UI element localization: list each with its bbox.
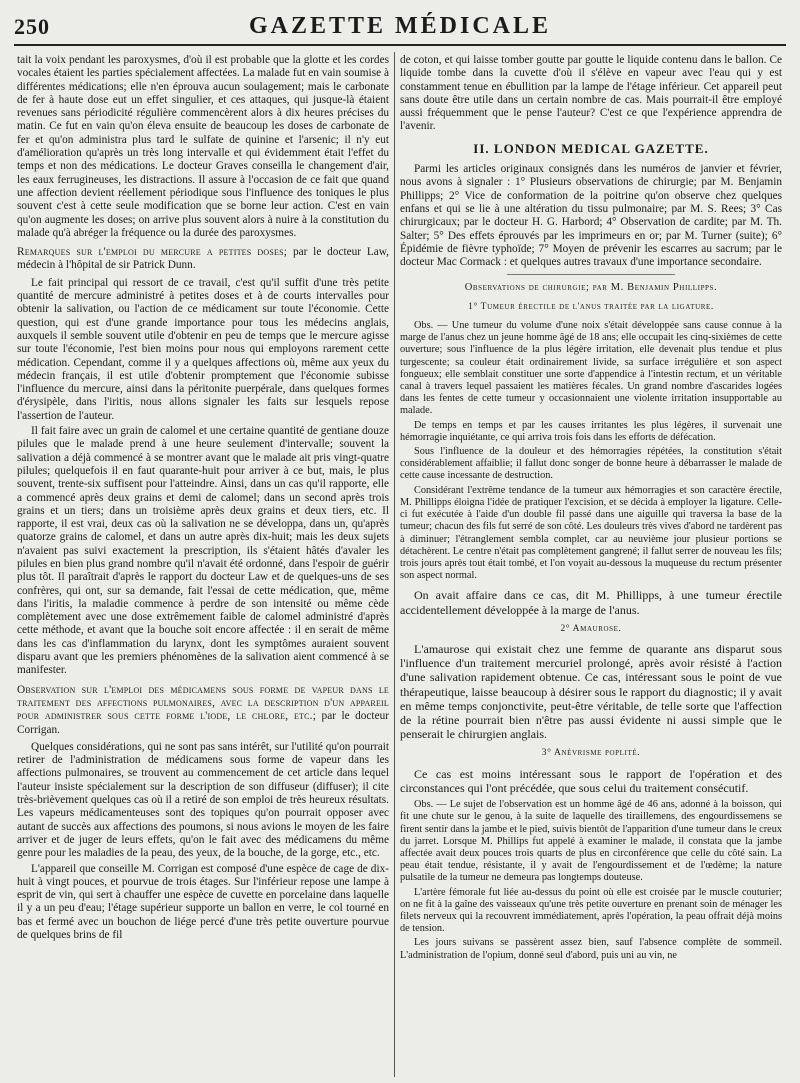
column-divider <box>394 52 395 1077</box>
article-paragraph: Le fait principal qui ressort de ce travail, c'est qu'il suffit d'une très petite quantité de mercure administré à petites doses et à de courts intervalles pour obtenir la salivation, ou l'action de ce médicament sur toute l'économie. Cette question, qui est d'une grande importance pour tous les médecins anglais, auxquels il semble souvent utile d'obtenir en peu de temps que le mercure agisse sur toute l'économie, l'est bien moins pour nous qui employons rarement cette médication. Cependant, comme il y a quelques affections où, même aux yeux du médecin français, il est utile d'obtenir promptement que l'économie subisse l'influence du mercure, ainsi dans la péritonite puerpérale, dans quelques formes d'érysipèle, dans l'iritis, nous allons signaler les faits sur lesquels repose l'assertion de l'auteur. <box>17 276 389 422</box>
section-heading-title: Remarques sur l'emploi du mercure a petites doses; <box>17 246 288 259</box>
section-heading-vapeur <box>17 684 389 737</box>
article-paragraph: L'appareil que conseille M. Corrigan est composé d'une espèce de cage de dix-huit à vingt pouces, et pourvue de trois étages. Sur l'inférieur repose une lampe à esprit de vin, qui sert à chauffer une espèce de cuvette en porcelaine dans laquelle il y a un peu d'eau; l'étage supérieur supporte un ballon en verre, le col tourné en bas et fermé avec un bouchon de liége percé d'une très petite ouverture pourvue de quelques brins de fil <box>17 862 389 941</box>
observation-paragraph: Obs. — Une tumeur du volume d'une noix s'était développée sans cause connue à la marge de l'anus chez un jeune homme âgé de 18 ans; elle occupait les cinq-sixièmes de cette ouverture; sous l'influence de la plus légère irritation, elle devenait plus tendue et plus turgescente; sa couleur était ordinairement livide, sa surface irrégulière et son aspect fongueux; elle semblait constituer une sorte d'appendice à l'intestin rectum, et un véritable canal à travers lequel passaient les matières fécales. Un grand nombre d'ascarides logées dans les fentes de cette tumeur y occasionnaient une violente irritation insupportable au malade. <box>400 320 782 417</box>
observation-paragraph: Sous l'influence de la douleur et des hémorragies répétées, la constitution s'était considérablement affaiblie; il fallut donc songer de bonne heure à débarrasser le malade de cette cause incessante de destruction. <box>400 446 782 482</box>
subsection-title-tumeur: 1° Tumeur érectile de l'anus traitée par la ligature. <box>468 301 714 312</box>
observation-paragraph: Les jours suivans se passèrent assez bien, sauf l'absence complète de sommeil. L'administration de l'opium, donné seul d'abord, puis uni au vin, ne <box>400 937 782 961</box>
observation-paragraph: L'artère fémorale fut liée au-dessus du point où elle est croisée par le muscle couturier; on ne fit à la gaîne des vaisseaux qu'une très petite ouverture en prenant soin de ménager les filets nerveux qui la recouvrent immédiatement, après l'opération, la peau offrait déjà moins de tension. <box>400 886 782 935</box>
article-paragraph: Quelques considérations, qui ne sont pas sans intérêt, sur l'utilité qu'on pourrait retirer de l'administration de médicamens sous forme de vapeur dans les affections pulmonaires, se trouvent au commencement de cet article dans lequel l'auteur insiste spécialement sur la description de son diffuseur (diffuser); il cite très-brièvement quelques cas où il a retiré de son emploi de très heureux résultats. Les vapeurs médicamenteuses sont des topiques qu'on pourrait opposer avec autant de succès aux affections des poumons, si nous avions le moyen de les faire arriver et de juger de leurs effets, qu'on le fait avec des médicamens du même genre pour les maladies de la peau, des yeux, de la bouche, de la gorge, etc., etc. <box>17 740 389 860</box>
section-heading-author: par le docteur Corrigan. <box>17 710 389 736</box>
observation-paragraph: De temps en temps et par les causes irritantes les plus légères, il survenait une hémorragie inquiétante, ce qui arriva trois fois dans les efforts de défécation. <box>400 419 782 443</box>
observation-paragraph: Considérant l'extrême tendance de la tumeur aux hémorragies et son caractère érectile, M. Phillipps éloigna l'idée de pratiquer l'excision, et se décida à employer la ligature. Celle-ci fut exécutée à l'aide d'un double fil passé dans une aiguille qui traversa la base de la tumeur; chacun des fils fut serré de son côté. Les douleurs très vives d'abord ne tardèrent pas à diminuer; l'étranglement sembla complet, car au neuvième jour plusieur portions se détachèrent. Le centre n'était pas complètement gangrené; il fallut serrer de nouveau les fils; trois jours après tout était tombé, et l'on voyait au-dessous la muqueuse du rectum présenter son aspect normal. <box>400 484 782 582</box>
subsection-title-amaurose: 2° Amaurose. <box>560 623 622 634</box>
right-column <box>400 54 782 1077</box>
section-heading-title: Observation sur l'emploi des médicamens sous forme de vapeur dans le traitement des affections pulmonaires, avec la description d'un appareil pour administrer sous cette forme l'iode, le chlore, etc.; <box>17 683 389 723</box>
article-paragraph: tait la voix pendant les paroxysmes, d'où il est probable que la glotte et les cordes vocales étaient les parties spécialement affectées. La malade fut en vain soumise à différentes médications; elle n'en éprouva aucun soulagement; mais le carbonate de fer à haute dose eut un effet singulier, et ces attaques, qui jusque-là étaient revenues sans périodicité régulière commencèrent alors à dix heures précises du matin. Ce fut en vain qu'on éleva ensuite de beaucoup les doses de carbonate de fer et qu'on administra plus tard le sulfate de quinine et l'arsenic; il n'y eut d'amélioration qu'après un très long intervalle et qui évidemment était l'effet du temps et non des médications. Le docteur Graves conseilla le changement d'air, les eaux ferrugineuses, les distractions. Il assure à l'occasion de ce fait que quand une affection devient réellement périodique sous l'influence des toniques le plus souvent c'est à cette seule modification que se borne leur action. C'est en vain qu'on augmente les doses; on arrive plus souvent alors à nuire à la constitution du malade qu'à abréger la fréquence ou la durée des paroxysmes. <box>17 54 389 239</box>
page-number: 250 <box>14 14 50 39</box>
subsection-title-anevrisme: 3° Anévrisme poplité. <box>541 748 641 759</box>
page-header <box>14 10 786 46</box>
article-paragraph: Parmi les articles originaux consignés dans les numéros de janvier et février, nous avons à signaler : 1° Plusieurs observations de chirurgie; par M. Benjamin Phillipps; 2° Vice de conformation de la poitrine qu'on observe chez quelques enfans et qui se lie à une altération du tissu pulmonaire; par M. S. Rees; 3° Cas chirurgicaux; par le docteur H. G. Harbord; 4° Observation de cardite; par M. Th. Salter; 5° Des effets éprouvés par les imprimeurs en or; par M. Turner (suite); 6° Épidémie de fièvre typhoïde; 7° Moyen de prévenir les escarres au sacrum; par le docteur Mac Cormack : et quelques autres travaux d'une importance secondaire. <box>400 163 782 269</box>
section-title-london-medical-gazette: II. LONDON MEDICAL GAZETTE. <box>473 140 709 156</box>
separator-rule <box>507 274 675 275</box>
article-paragraph: L'amaurose qui existait chez une femme de quarante ans disparut sous l'influence d'un traitement mercuriel prolongé, après avoir résisté à l'action d'une salivation rapidement obtenue. Ce cas, intéressant sous le point de vue thérapeutique, laisse beaucoup à désirer sous le rapport du diagnostic; il y avait en même temps conjonctivite, peut-être véritable, de telle sorte que l'affection de la rétine pourrait bien n'être pas aussi évidente ni aussi simple que le penserait le chirurgien anglais. <box>400 642 782 742</box>
subsection-title-observations: Observations de chirurgie; par M. Benjamin Phillipps. <box>464 282 718 294</box>
section-heading-remarques <box>17 246 389 273</box>
article-paragraph: Il fait faire avec un grain de calomel et une certaine quantité de gentiane douze pilules que le malade prend à une heure seulement d'intervalle; souvent la salivation a déjà commencé à se montrer avant que le malade ait pris vingt-quatre pilules; quelquefois il en faut quarante-huit pour arriver à ce but, mais, le plus souvent, trente-six suffisent pour l'atteindre. Ainsi, dans un cas qu'il rapporte, elle a commencé après deux grains et demi de calomel; dans un second après trois grains et un tiers; dans un troisième après deux grains et deux tiers, etc. Il rapporte, il est vrai, deux cas où la salivation ne se développa, dans un, qu'après quatorze grains de calomel, et dans un autre après dix-huit; mais les deux sujets n'avaient pas suivi exactement la prescription, ils s'étaient hâtés d'avaler les pilules en bien plus grand nombre qu'il n'avait été ordonné, dans l'espoir de guérir plus tôt. Il paraîtrait d'après le rapport du docteur Law et de quelques-uns de ses confrères, qui ont, sur sa demande, fait l'essai de cette médication, que, même dans l'iritis, la maladie commence à perdre de son intensité ou même cède complètement avec une dose extrêmement faible de calomel administré d'après cette méthode, et avant que la bouche soit encore affectée : il en serait de même dans les cas d'inflammation du larynx, dont les symptômes auraient souvent disparu avant que les premiers phénomènes de la salivation aient commencé à se manifester. <box>17 425 389 677</box>
section-heading-author: par le docteur Law, médecin à l'hôpital de sir Patrick Dunn. <box>17 246 389 272</box>
article-paragraph: de coton, et qui laisse tomber goutte par goutte le liquide contenu dans le ballon. Ce liquide tombe dans la cuvette d'où il s'élève en vapeur avec l'eau qui y est constamment tenue en ébullition par la lampe de l'étage inférieur. Cet appareil peut sans doute être utile dans un certain nombre de cas. Mais pourrait-il être employé aussi fréquemment que le pense l'auteur? C'est ce que l'expérience apprendra de l'avenir. <box>400 54 782 133</box>
article-paragraph: On avait affaire dans ce cas, dit M. Phillipps, à une tumeur érectile accidentellement développée à la marge de l'anus. <box>400 588 782 617</box>
journal-title: GAZETTE MÉDICALE <box>248 13 552 39</box>
observation-paragraph: Obs. — Le sujet de l'observation est un homme âgé de 46 ans, adonné à la boisson, qui fit une chute sur le genou, à la suite de laquelle des tiraillemens, des engourdissemens se firent sentir dans la jambe et le pied, suivis bientôt de l'apparition d'une tumeur dans le creux du jarret. Lorsque M. Phillips fut appelé à examiner le malade, il constata que la jambe affectée avait deux pouces trois quarts de plus en circonférence que celle du côté sain. La peau était tendue, résistante, il y avait de l'engourdissement et de l'œdème; la nature pulsatile de la tumeur ne demeura pas longtemps douteuse. <box>400 799 782 884</box>
left-column <box>17 54 389 1077</box>
article-paragraph: Ce cas est moins intéressant sous le rapport de l'opération et des circonstances qui l'ont précédée, que sous celui du traitement consécutif. <box>400 766 782 795</box>
